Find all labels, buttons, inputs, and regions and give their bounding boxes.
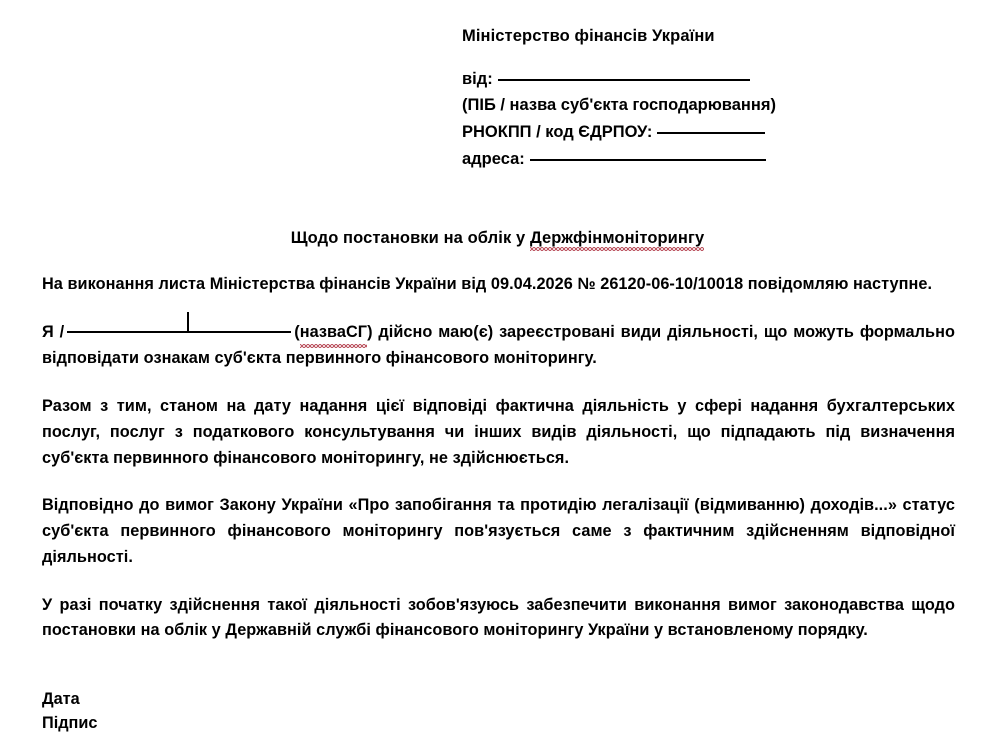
address-blank-field[interactable] <box>530 159 766 161</box>
paragraph-1: На виконання листа Міністерства фінансів України від 09.04.2026 № 26120-06-10/10018 повідомляю наступне. <box>42 275 933 293</box>
from-line <box>462 66 922 93</box>
spellcheck-misspelled-word: Держфінмоніторингу <box>529 229 705 247</box>
from-caption-line <box>462 92 922 119</box>
tax-id-line <box>462 119 922 146</box>
letter-body <box>42 272 955 644</box>
spellcheck-misspelled-word-2: назваСГ <box>300 320 367 347</box>
from-caption: (ПІБ / назва суб'єкта господарювання) <box>462 96 776 115</box>
paragraph-4: Відповідно до вимог Закону України «Про запобігання та протидію легалізації (відмиванню) доходів...» статус суб'єкта первинного фінансового моніторингу пов'язується саме з фактичним здійсненням відповідної діяльності. <box>42 496 955 566</box>
paragraph-2-prefix: Я / <box>42 322 65 341</box>
subject-heading <box>0 229 995 249</box>
signature-label: Підпис <box>42 713 98 732</box>
entity-name-blank-field[interactable] <box>67 331 291 333</box>
letter-header-block <box>462 26 922 173</box>
paragraph-2-rest: ) дійсно маю(є) зареєстровані види діяльності, що можуть формально відповідати ознакам суб'єкта первинного фінансового моніторингу. <box>42 322 955 368</box>
addressee-ministry: Міністерство фінансів України <box>462 27 715 45</box>
paragraph-3: Разом з тим, станом на дату надання цієї відповіді фактична діяльність у сфері надання бухгалтерських послуг, послуг з податкового консультування чи інших видів діяльності, що підпадають під визначення суб'єкта первинного фінансового моніторингу, не здійснюється. <box>42 397 955 467</box>
from-blank-field[interactable] <box>498 79 750 81</box>
paragraph-2-paren-open: ( <box>294 322 300 341</box>
paragraph-5: У разі початку здійснення такої діяльності зобов'язуюсь забезпечити виконання вимог законодавства щодо постановки на облік у Державній службі фінансового моніторингу України у встановленому порядку. <box>42 595 955 640</box>
address-label: адреса: <box>462 149 525 168</box>
paragraph-2 <box>42 320 955 372</box>
from-label: від: <box>462 69 493 88</box>
text-caret <box>187 312 189 332</box>
subject-prefix: Щодо постановки на облік у <box>290 229 530 247</box>
address-line <box>462 146 922 173</box>
date-label: Дата <box>42 690 80 708</box>
tax-id-label: РНОКПП / код ЄДРПОУ: <box>462 123 653 142</box>
signature-block <box>42 688 97 735</box>
tax-id-blank-field[interactable] <box>657 132 765 134</box>
